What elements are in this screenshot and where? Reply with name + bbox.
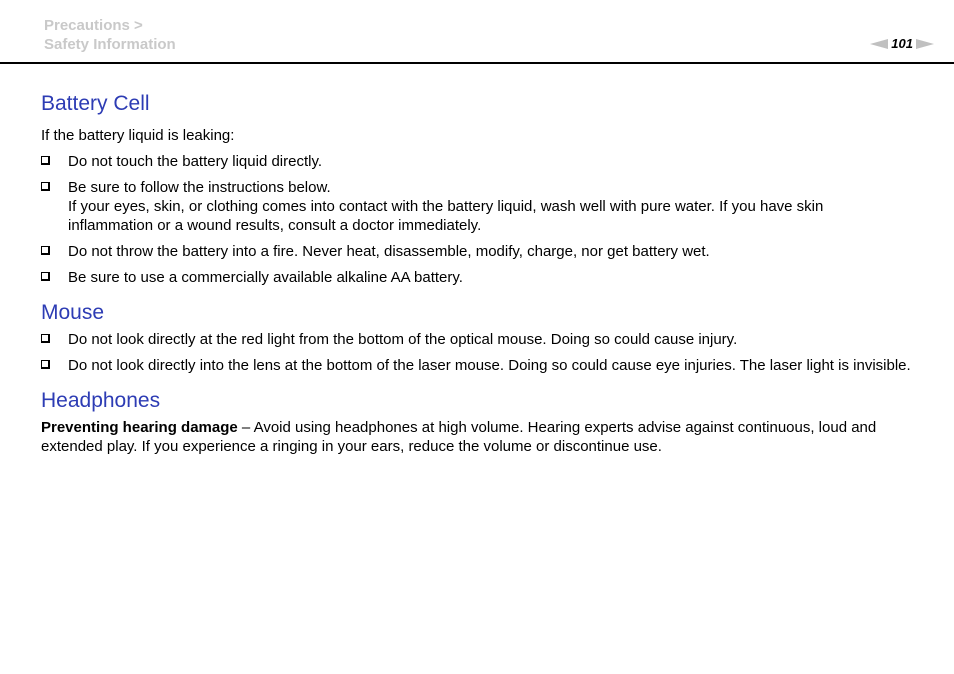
checkbox-bullet-icon	[41, 360, 50, 369]
checkbox-bullet-icon	[41, 246, 50, 255]
list-item-text: Do not throw the battery into a fire. Never heat, disassemble, modify, charge, nor get battery wet.	[68, 243, 710, 260]
headphones-text: – Avoid using headphones at high volume. Hearing experts advise against continuous, loud and extended play. If you experience a ringing in your ears, reduce the volume or discontinue use.	[41, 419, 877, 455]
list-item-text: Do not look directly into the lens at the bottom of the laser mouse. Doing so could cause eye injuries. The laser light is invisible.	[68, 357, 911, 374]
list-item	[41, 242, 911, 261]
section-title-headphones: Headphones	[41, 389, 161, 412]
page-number: 101	[891, 36, 913, 51]
list-item-text: Do not look directly at the red light from the bottom of the optical mouse. Doing so could cause injury.	[68, 331, 738, 348]
page-navigation	[870, 36, 934, 52]
section-title-mouse: Mouse	[41, 301, 105, 324]
battery-list	[41, 152, 911, 287]
arrow-left-icon[interactable]	[870, 39, 888, 49]
page-content	[41, 90, 911, 456]
list-item	[41, 178, 911, 235]
checkbox-bullet-icon	[41, 182, 50, 191]
checkbox-bullet-icon	[41, 272, 50, 281]
list-item-text: Be sure to use a commercially available alkaline AA battery.	[68, 269, 463, 286]
arrow-right-icon[interactable]	[916, 39, 934, 49]
list-item	[41, 152, 911, 171]
mouse-list	[41, 330, 911, 375]
list-item	[41, 268, 911, 287]
headphones-lead: Preventing hearing damage	[41, 419, 238, 436]
checkbox-bullet-icon	[41, 156, 50, 165]
breadcrumb-current[interactable]: Safety Information	[44, 36, 176, 53]
page-header	[0, 0, 954, 64]
list-item	[41, 330, 911, 349]
list-item-text: Be sure to follow the instructions below.	[68, 179, 331, 196]
battery-intro: If the battery liquid is leaking:	[41, 127, 235, 144]
list-item	[41, 356, 911, 375]
breadcrumb-parent[interactable]: Precautions >	[44, 17, 143, 34]
list-item-text: Do not touch the battery liquid directly.	[68, 153, 323, 170]
list-item-detail: If your eyes, skin, or clothing comes into contact with the battery liquid, wash well with pure water. If you have skin inflammation or a wound results, consult a doctor immediately.	[68, 198, 824, 234]
headphones-paragraph	[41, 418, 911, 456]
checkbox-bullet-icon	[41, 334, 50, 343]
section-title-battery-cell: Battery Cell	[41, 92, 150, 115]
breadcrumb	[44, 16, 176, 54]
